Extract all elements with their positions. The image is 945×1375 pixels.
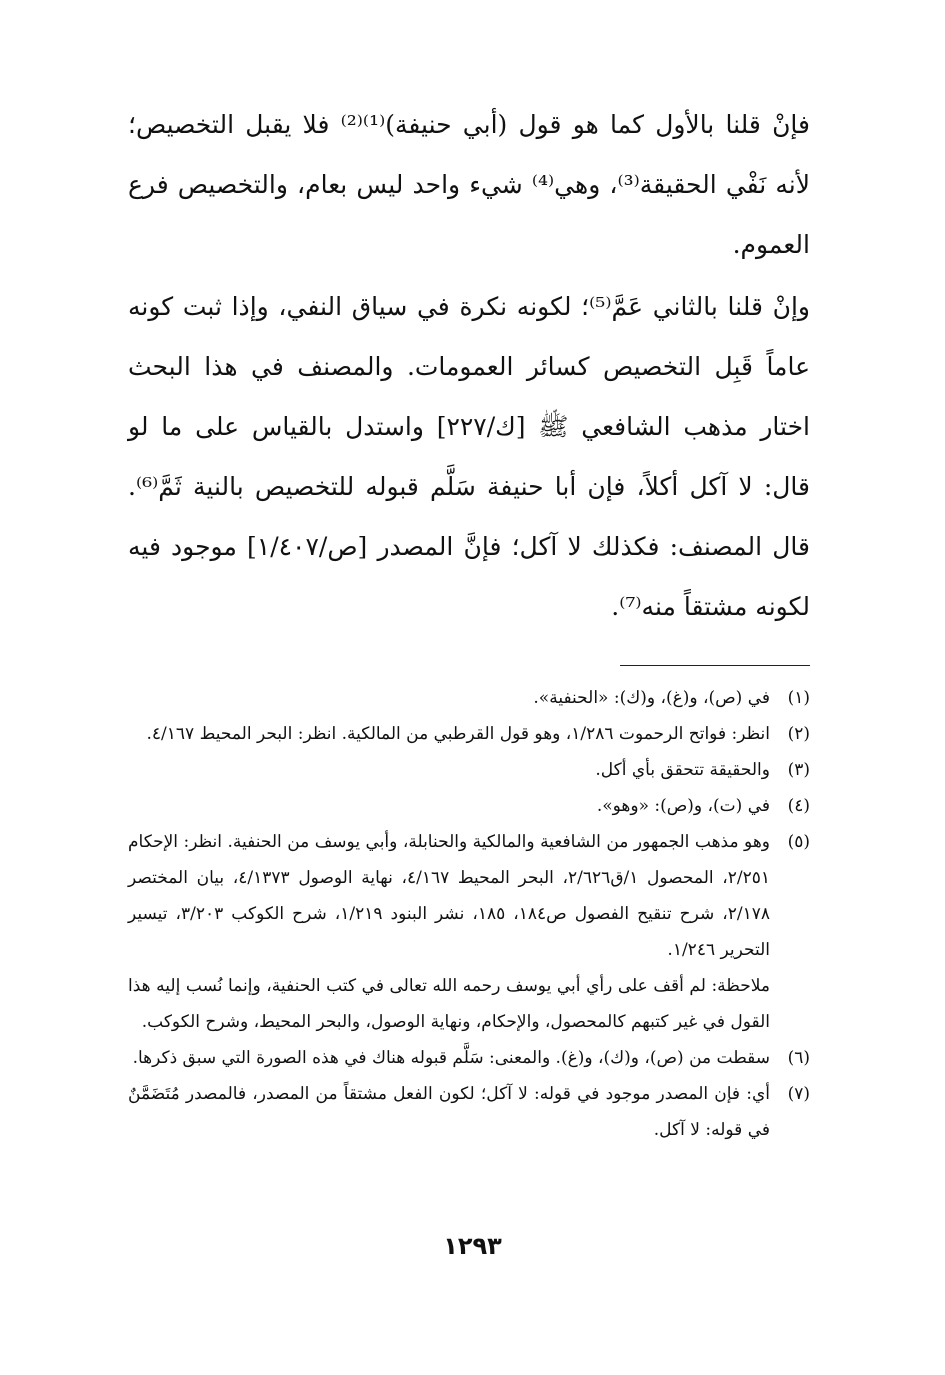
- footnote-separator: [620, 665, 810, 666]
- footnote-number: (٦): [787, 1048, 810, 1068]
- footnote-number: (٥): [787, 832, 810, 852]
- main-paragraph-1: فإنْ قلنا بالأول كما هو قول (أبي حنيفة)⁽¹⁾⁽²⁾ فلا يقبل التخصيص؛ لأنه نَفْي الحقيقة⁽³⁾، وهي⁽⁴⁾ شيء واحد ليس بعام، والتخصيص فرع العموم.: [128, 110, 810, 259]
- footnote-number: (١): [787, 688, 810, 708]
- footnote-text: انظر: فواتح الرحموت ١/٢٨٦، وهو قول القرطبي من المالكية. انظر: البحر المحيط ٤/١٦٧.: [146, 724, 770, 744]
- footnote-7: [128, 1076, 810, 1148]
- footnote-number: (٢): [787, 724, 810, 744]
- footnote-text: أي: فإن المصدر موجود في قوله: لا آكل؛ لكون الفعل مشتقاً من المصدر، فالمصدر مُتَضَمَّنٌ في قوله: لا آكل.: [128, 1084, 770, 1140]
- footnote-text: والحقيقة تتحقق بأي أكل.: [595, 760, 770, 780]
- footnote-4: [128, 788, 810, 824]
- footnote-number: (٧): [787, 1084, 810, 1104]
- footnote-3: [128, 752, 810, 788]
- footnote-number: (٣): [787, 760, 810, 780]
- footnote-text: في (ص)، و(غ)، و(ك): «الحنفية».: [533, 688, 770, 708]
- footnote-text: [128, 824, 770, 1040]
- footnote-2: [128, 716, 810, 752]
- page-body: [128, 95, 810, 1148]
- footnote-text: سقطت من (ص)، و(ك)، و(غ). والمعنى: سَلَّم قبوله هناك في هذه الصورة التي سبق ذكرها.: [132, 1048, 770, 1068]
- footnote-5: [128, 824, 810, 1040]
- footnote-number: (٤): [787, 796, 810, 816]
- footnote-5-references: وهو مذهب الجمهور من الشافعية والمالكية والحنابلة، وأبي يوسف من الحنفية. انظر: الإحكام ٢/٢٥١، المحصول ١/ق٢/٦٢٦، البحر المحيط ٤/١٦٧، نهاية الوصول ٤/١٣٧٣، بيان المختصر ٢/١٧٨، شرح تنقيح الفصول ص١٨٤، ١٨٥، نشر البنود ١/٢١٩، شرح الكوكب ٣/٢٠٣، تيسير التحرير ١/٢٤٦.: [128, 832, 771, 960]
- footnote-6: [128, 1040, 810, 1076]
- main-text: [128, 95, 810, 637]
- main-paragraph-2: وإنْ قلنا بالثاني عَمَّ⁽⁵⁾؛ لكونه نكرة في سياق النفي، وإذا ثبت كونه عاماً قَبِل التخصيص كسائر العمومات. والمصنف في هذا البحث اختار مذهب الشافعي ﷺ [ك/٢٢٧] واستدل بالقياس على ما لو قال: لا آكل أكلاً، فإن أبا حنيفة سَلَّم قبوله للتخصيص بالنية ثَمَّ⁽⁶⁾. قال المصنف: فكذلك لا آكل؛ فإنَّ المصدر [ص/١/٤٠٧] موجود فيه لكونه مشتقاً منه⁽⁷⁾.: [128, 292, 811, 621]
- footnotes-list: [128, 680, 810, 1148]
- footnote-5-remark: ملاحظة: لم أقف على رأي أبي يوسف رحمه الله تعالى في كتب الحنفية، وإنما نُسب إليه هذا القول في غير كتبهم كالمحصول، والإحكام، ونهاية الوصول، والبحر المحيط، وشرح الكوكب.: [128, 976, 770, 1032]
- footnote-1: [128, 680, 810, 716]
- footnote-text: في (ت)، و(ص): «وهو».: [596, 796, 770, 816]
- page-number: ١٢٩٣: [443, 1232, 502, 1260]
